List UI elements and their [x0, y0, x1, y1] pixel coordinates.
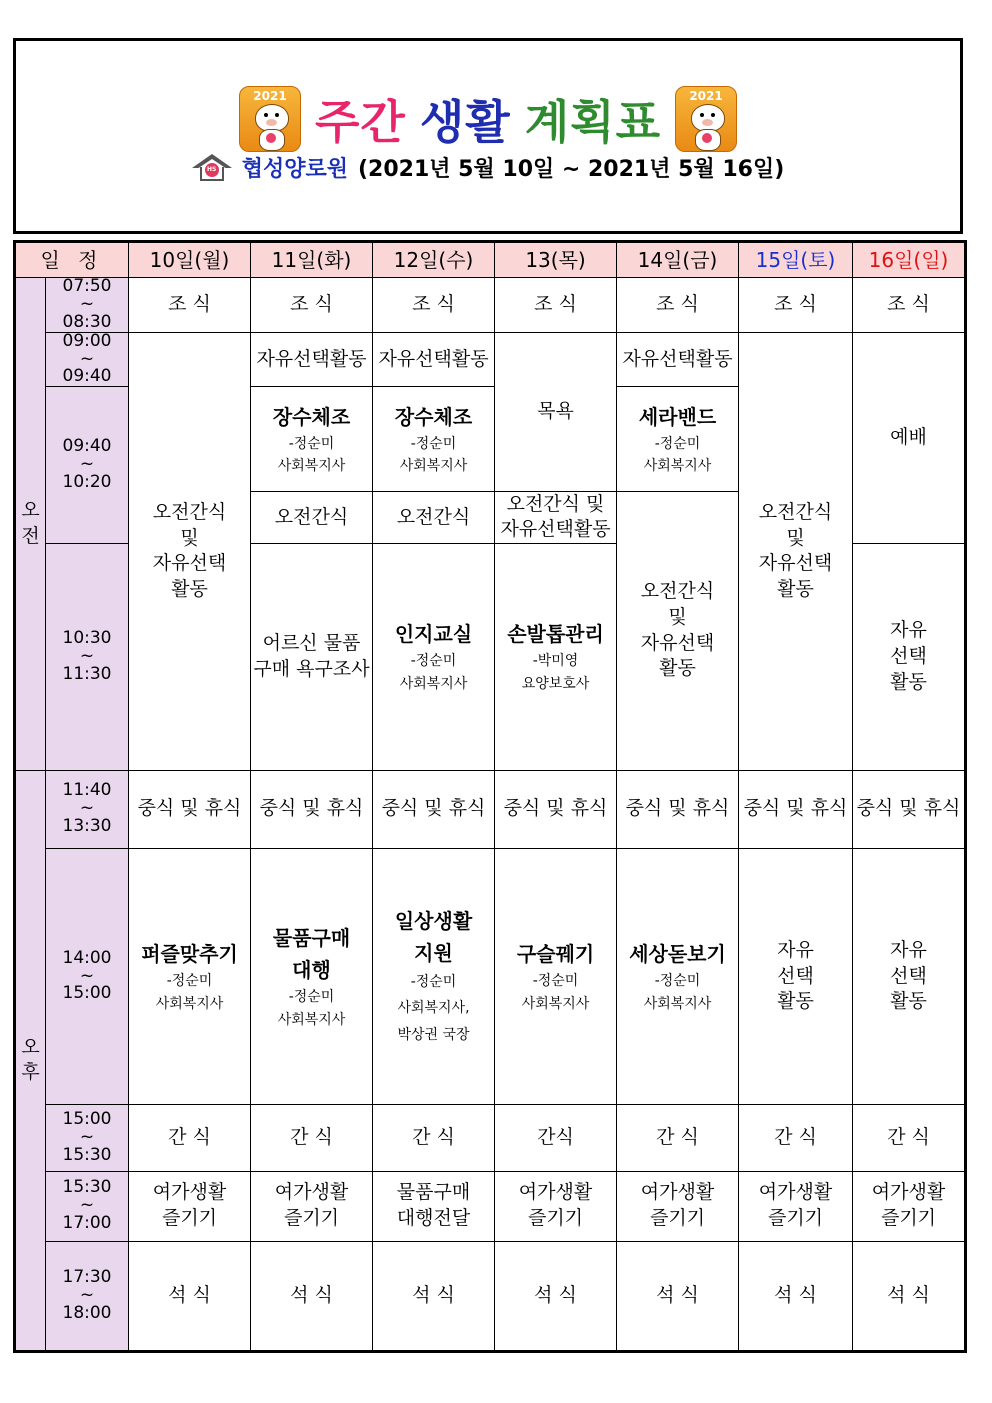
sat-am-activity: 오전간식 및 자유선택 활동 — [739, 332, 853, 770]
leisure-sun: 여가생활 즐기기 — [853, 1171, 966, 1241]
wed-longevity-exercise: 장수체조 -정순미 사회복지사 — [373, 387, 495, 491]
snack-mon: 간 식 — [129, 1105, 251, 1171]
leisure-mon: 여가생활 즐기기 — [129, 1171, 251, 1241]
schedule-table — [13, 240, 967, 1353]
wed-free-select: 자유선택활동 — [373, 332, 495, 387]
leisure-thu: 여가생활 즐기기 — [495, 1171, 617, 1241]
snack-sat: 간 식 — [739, 1105, 853, 1171]
snack-thu: 간식 — [495, 1105, 617, 1171]
table-row — [15, 848, 966, 1105]
time-1500: 15:00 ~ 15:30 — [46, 1105, 129, 1171]
time-1730: 17:30 ~ 18:00 — [46, 1241, 129, 1351]
title-word-plan: 계획표 — [524, 95, 662, 149]
snack-tue: 간 식 — [251, 1105, 373, 1171]
breakfast-sat: 조 식 — [739, 278, 853, 333]
fri-sera-band: 세라밴드 -정순미 사회복지사 — [617, 387, 739, 491]
lunch-sat: 중식 및 휴식 — [739, 770, 853, 848]
org-name: 협성양로원 — [241, 156, 348, 182]
table-row — [15, 770, 966, 848]
schedule-header: 일 정 — [15, 242, 129, 278]
day-header-tue: 11일(화) — [251, 242, 373, 278]
dinner-sat: 석 식 — [739, 1241, 853, 1351]
breakfast-mon: 조 식 — [129, 278, 251, 333]
wed-am-snack: 오전간식 — [373, 491, 495, 543]
time-0900: 09:00 ~ 09:40 — [46, 332, 129, 387]
breakfast-sun: 조 식 — [853, 278, 966, 333]
day-header-fri: 14일(금) — [617, 242, 739, 278]
snack-wed: 간 식 — [373, 1105, 495, 1171]
tue-survey: 어르신 물품 구매 욕구조사 — [251, 544, 373, 771]
snack-sun: 간 식 — [853, 1105, 966, 1171]
day-header-thu: 13(목) — [495, 242, 617, 278]
mon-puzzle: 퍼즐맞추기 -정순미 사회복지사 — [129, 848, 251, 1105]
dinner-sun: 석 식 — [853, 1241, 966, 1351]
table-row — [15, 332, 966, 387]
tue-longevity-exercise: 장수체조 -정순미 사회복지사 — [251, 387, 373, 491]
table-header-row — [15, 242, 966, 278]
day-header-sat: 15일(토) — [739, 242, 853, 278]
dinner-tue: 석 식 — [251, 1241, 373, 1351]
logo-text: HS — [205, 163, 219, 177]
thu-nail-care: 손발톱관리 -박미영 요양보호사 — [495, 544, 617, 771]
badge-year: 2021 — [689, 89, 723, 103]
lunch-wed: 중식 및 휴식 — [373, 770, 495, 848]
leisure-tue: 여가생활 즐기기 — [251, 1171, 373, 1241]
lunch-fri: 중식 및 휴식 — [617, 770, 739, 848]
leisure-sat: 여가생활 즐기기 — [739, 1171, 853, 1241]
table-row — [15, 1171, 966, 1241]
wed-cognitive-class: 인지교실 -정순미 사회복지사 — [373, 544, 495, 771]
cow-mascot-icon — [239, 86, 301, 152]
period: (2021년 5월 10일 ~ 2021년 5월 16일) — [357, 156, 785, 182]
breakfast-thu: 조 식 — [495, 278, 617, 333]
title-row — [16, 89, 960, 149]
thu-am-snack: 오전간식 및 자유선택활동 — [495, 491, 617, 543]
tue-purchase-proxy: 물품구매 대행 -정순미 사회복지사 — [251, 848, 373, 1105]
wed-daily-life-support: 일상생활 지원 -정순미 사회복지사, 박상권 국장 — [373, 848, 495, 1105]
fri-world-view: 세상돋보기 -정순미 사회복지사 — [617, 848, 739, 1105]
time-1530: 15:30 ~ 17:00 — [46, 1171, 129, 1241]
thu-bath: 목욕 — [495, 332, 617, 491]
mon-am-activity: 오전간식 및 자유선택 활동 — [129, 332, 251, 770]
lunch-mon: 중식 및 휴식 — [129, 770, 251, 848]
breakfast-tue: 조 식 — [251, 278, 373, 333]
time-1400: 14:00 ~ 15:00 — [46, 848, 129, 1105]
leisure-fri: 여가생활 즐기기 — [617, 1171, 739, 1241]
cow-mascot-icon — [675, 86, 737, 152]
header-box — [13, 38, 963, 234]
tue-free-select: 자유선택활동 — [251, 332, 373, 387]
breakfast-fri: 조 식 — [617, 278, 739, 333]
sun-free-activity: 자유 선택 활동 — [853, 544, 966, 771]
title-word-life: 생활 — [419, 95, 511, 149]
am-label: 오 전 — [15, 278, 46, 770]
house-heart-logo-icon — [192, 152, 232, 182]
sun-worship: 예배 — [853, 332, 966, 543]
fri-am-activity: 오전간식 및 자유선택 활동 — [617, 491, 739, 770]
subtitle-row — [16, 149, 960, 185]
snack-fri: 간 식 — [617, 1105, 739, 1171]
day-header-mon: 10일(월) — [129, 242, 251, 278]
badge-year: 2021 — [253, 89, 287, 103]
lunch-sun: 중식 및 휴식 — [853, 770, 966, 848]
sun-pm-free-activity: 자유 선택 활동 — [853, 848, 966, 1105]
thu-beading: 구슬꿰기 -정순미 사회복지사 — [495, 848, 617, 1105]
fri-free-select: 자유선택활동 — [617, 332, 739, 387]
pm-label: 오 후 — [15, 770, 46, 1351]
dinner-thu: 석 식 — [495, 1241, 617, 1351]
time-0940: 09:40 ~ 10:20 — [46, 387, 129, 544]
title-word-weekly: 주간 — [314, 95, 406, 149]
time-1030: 10:30 ~ 11:30 — [46, 544, 129, 771]
sat-free-activity: 자유 선택 활동 — [739, 848, 853, 1105]
wed-delivery: 물품구매 대행전달 — [373, 1171, 495, 1241]
table-row — [15, 1241, 966, 1351]
time-0750: 07:50 ~ 08:30 — [46, 278, 129, 333]
dinner-mon: 석 식 — [129, 1241, 251, 1351]
table-row — [15, 1105, 966, 1171]
lunch-tue: 중식 및 휴식 — [251, 770, 373, 848]
tue-am-snack: 오전간식 — [251, 491, 373, 543]
table-row — [15, 278, 966, 333]
dinner-fri: 석 식 — [617, 1241, 739, 1351]
lunch-thu: 중식 및 휴식 — [495, 770, 617, 848]
day-header-sun: 16일(일) — [853, 242, 966, 278]
day-header-wed: 12일(수) — [373, 242, 495, 278]
breakfast-wed: 조 식 — [373, 278, 495, 333]
dinner-wed: 석 식 — [373, 1241, 495, 1351]
time-1140: 11:40 ~ 13:30 — [46, 770, 129, 848]
